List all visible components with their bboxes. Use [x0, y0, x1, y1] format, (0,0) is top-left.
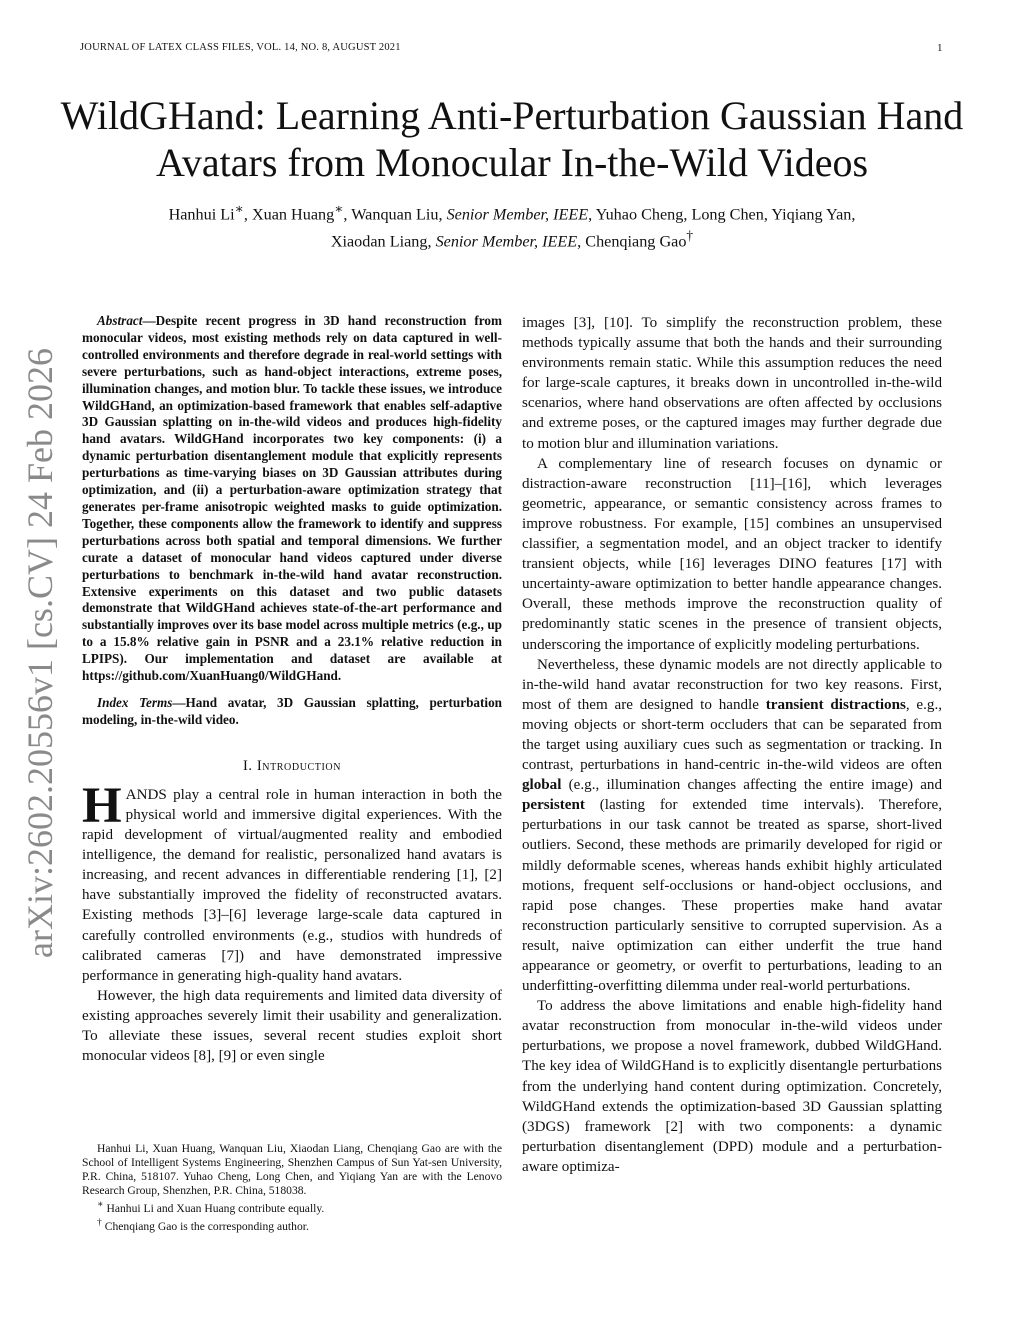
paragraph-text: (e.g., illumination changes affecting the entire image) and	[561, 777, 942, 794]
abstract-label: Abstract	[97, 313, 143, 328]
footnote-text: Hanhui Li and Xuan Huang contribute equally.	[103, 1202, 325, 1216]
index-terms-label: Index Terms	[97, 694, 173, 710]
paragraph-text: Nevertheless, these dynamic models are not directly applicable to in-the-wild hand avatar reconstruction for two key reasons. First, most of them are designed to handle	[522, 656, 942, 713]
affiliation-footnote: Hanhui Li, Xuan Huang, Wanquan Liu, Xiaodan Liang, Chenqiang Gao are with the School of Intelligent Systems Engineering, Shenzhen Campus of Sun Yat-sen University, P.R. China, 518107. Yuhao Cheng, Long Chen, and Yiqiang Yan are with the Lenovo Research Group, Shenzhen, P.R. China, 518038.	[82, 1142, 502, 1198]
author-name: Wanquan Liu	[351, 205, 439, 224]
corresponding-author-footnote	[82, 1216, 502, 1234]
running-head: JOURNAL OF LATEX CLASS FILES, VOL. 14, NO. 8, AUGUST 2021	[80, 42, 401, 53]
drop-cap: H	[82, 777, 122, 834]
author-name: Chenqiang Gao	[585, 232, 687, 251]
equal-contribution-footnote	[82, 1198, 502, 1216]
author-name: Yiqiang Yan	[771, 205, 852, 224]
footnote-text: Chenqiang Gao is the corresponding author.	[101, 1220, 309, 1234]
index-terms	[82, 695, 502, 729]
emphasis-text: global	[522, 777, 562, 794]
author-role: Senior Member, IEEE	[435, 232, 578, 251]
intro-paragraph-5	[522, 655, 942, 997]
equal-contribution-mark: ∗	[334, 201, 344, 216]
author-name: Xuan Huang	[251, 205, 335, 224]
author-name: Hanhui Li	[168, 205, 235, 224]
corresponding-author-mark: †	[686, 228, 694, 244]
author-name: Xiaodan Liang	[330, 232, 428, 251]
section-heading: I. Introduction	[242, 757, 342, 774]
arxiv-identifier: arXiv:2602.20556v1 [cs.CV] 24 Feb 2026	[20, 348, 60, 958]
footnote-mark: ∗	[97, 1199, 104, 1211]
author-list: Hanhui Li∗, Xuan Huang∗, Wanquan Liu, Senior Member, IEEE, Yuhao Cheng, Long Chen, Yiqiang Yan, Xiaodan Liang, Senior Member, IEEE, Chenqiang Gao†	[168, 201, 856, 251]
abstract	[82, 313, 502, 685]
intro-paragraph-3: images [3], [10]. To simplify the reconstruction problem, these methods typically assume that both the hands and their surrounding environments remain static. While this assumption reduces the need for large-scale captures, it breaks down in uncontrolled in-the-wild scenarios, where hand observations are often affected by occlusions and extreme poses, or the captured images may further degrade due to motion blur and illumination variations.	[522, 315, 942, 452]
index-terms-text: —Hand avatar, 3D Gaussian splatting, perturbation modeling, in-the-wild video.	[82, 694, 502, 727]
paper-title: WildGHand: Learning Anti-Perturbation Gaussian Hand Avatars from Monocular In-the-Wild Videos	[60, 93, 964, 185]
page-number: 1	[937, 42, 943, 54]
author-role: Senior Member, IEEE	[446, 205, 589, 224]
abstract-text: —Despite recent progress in 3D hand reconstruction from monocular videos, most existing methods rely on data captured in well-controlled environments and therefore degrade in real-world settings with severe perturbations, such as hand-object interactions, extreme poses, illumination changes, and motion blur. To tackle these issues, we introduce WildGHand, an optimization-based framework that enables self-adaptive 3D Gaussian splatting on in-the-wild videos and produces high-fidelity hand avatars. WildGHand incorporates two key components: (i) a dynamic perturbation disentanglement module that explicitly represents perturbations as time-varying biases on 3D Gaussian attributes during optimization, and (ii) a perturbation-aware optimization strategy that generates per-frame anisotropic weighted masks to guide optimization. Together, these components allow the framework to identify and suppress perturbations across both spatial and temporal dimensions. We further curate a dataset of monocular hand videos captured under diverse perturbations to benchmark in-the-wild hand avatar reconstruction. Extensive experiments on this dataset and two public datasets demonstrate that WildGHand achieves state-of-the-art performance and substantially improves over its base model across multiple metrics (e.g., up to a 15.8% relative gain in PSNR and a 23.1% relative reduction in LPIPS). Our implementation and dataset are available at https://github.com/XuanHuang0/WildGHand.	[82, 313, 502, 684]
paragraph-text: (lasting for extended time intervals). Therefore, perturbations in our task cannot be treated as sparse, short-lived outliers. Second, these methods are primarily developed for rigid or mildly deformable scenes, whereas hands exhibit highly articulated motions, frequent self-occlusions or hand-object occlusions, and rapid pose changes. These properties make hand avatar reconstruction particularly sensitive to corrupted supervision. As a result, naive optimization can either underfit the true hand appearance or geometry, or overfit to perturbations, leading to an underfitting-overfitting dilemma under real-world perturbations.	[522, 797, 942, 995]
right-column	[522, 313, 942, 1177]
emphasis-text: transient distractions	[765, 696, 906, 713]
left-column	[82, 313, 502, 1066]
paragraph-text: , e.g., moving objects or short-term occluders that can be separated from the target using auxiliary cues such as segmentation or tracking. In contrast, perturbations in hand-centric in-the-wild videos are often	[522, 696, 942, 774]
intro-paragraph-6: To address the above limitations and enable high-fidelity hand avatar reconstruction from monocular in-the-wild videos under perturbations, we propose a novel framework, dubbed WildGHand. The key idea of WildGHand is to explicitly disentangle perturbations from the underlying hand content during optimization. Concretely, WildGHand extends the optimization-based 3D Gaussian splatting (3DGS) framework [2] with two components: a dynamic perturbation disentanglement (DPD) module and a perturbation-aware optimiza-	[522, 998, 942, 1175]
paragraph-text: ANDS play a central role in human interaction in both the physical world and immersive digital experiences. With the rapid development of virtual/augmented reality and embodied intelligence, the demand for realistic, personalized hand avatars is increasing, and recent advances in differentiable rendering [1], [2] have substantially improved the fidelity of reconstructed avatars. Existing methods [3]–[6] leverage large-scale data captured in carefully controlled environments (e.g., studios with hundreds of calibrated cameras [7]) and have demonstrated impressive performance in generating high-quality hand avatars.	[82, 786, 502, 984]
author-name: Yuhao Cheng	[595, 205, 684, 224]
intro-paragraph-2: However, the high data requirements and limited data diversity of existing approaches severely limit their usability and generalization. To alleviate these issues, several recent studies exploit short monocular videos [8], [9] or even single	[82, 987, 502, 1065]
footnote-mark: †	[97, 1217, 102, 1229]
footnotes	[82, 1142, 502, 1234]
intro-paragraph-4: A complementary line of research focuses on dynamic or distraction-aware reconstruction [11]–[16], which leverages geometric, appearance, or semantic consistency across frames to improve robustness. For example, [15] combines an unsupervised classifier, a segmentation model, and an object tracker to identify transient objects, while [16] leverages DINO features [17] with uncertainty-aware optimization to better handle appearance changes. Overall, these methods improve the reconstruction quality of predominantly static scenes in the presence of transient objects, underscoring the importance of explicitly modeling perturbations.	[522, 455, 942, 653]
equal-contribution-mark: ∗	[234, 201, 244, 216]
emphasis-text: persistent	[522, 797, 585, 814]
author-name: Long Chen	[691, 205, 764, 224]
intro-paragraph-1	[82, 777, 502, 986]
